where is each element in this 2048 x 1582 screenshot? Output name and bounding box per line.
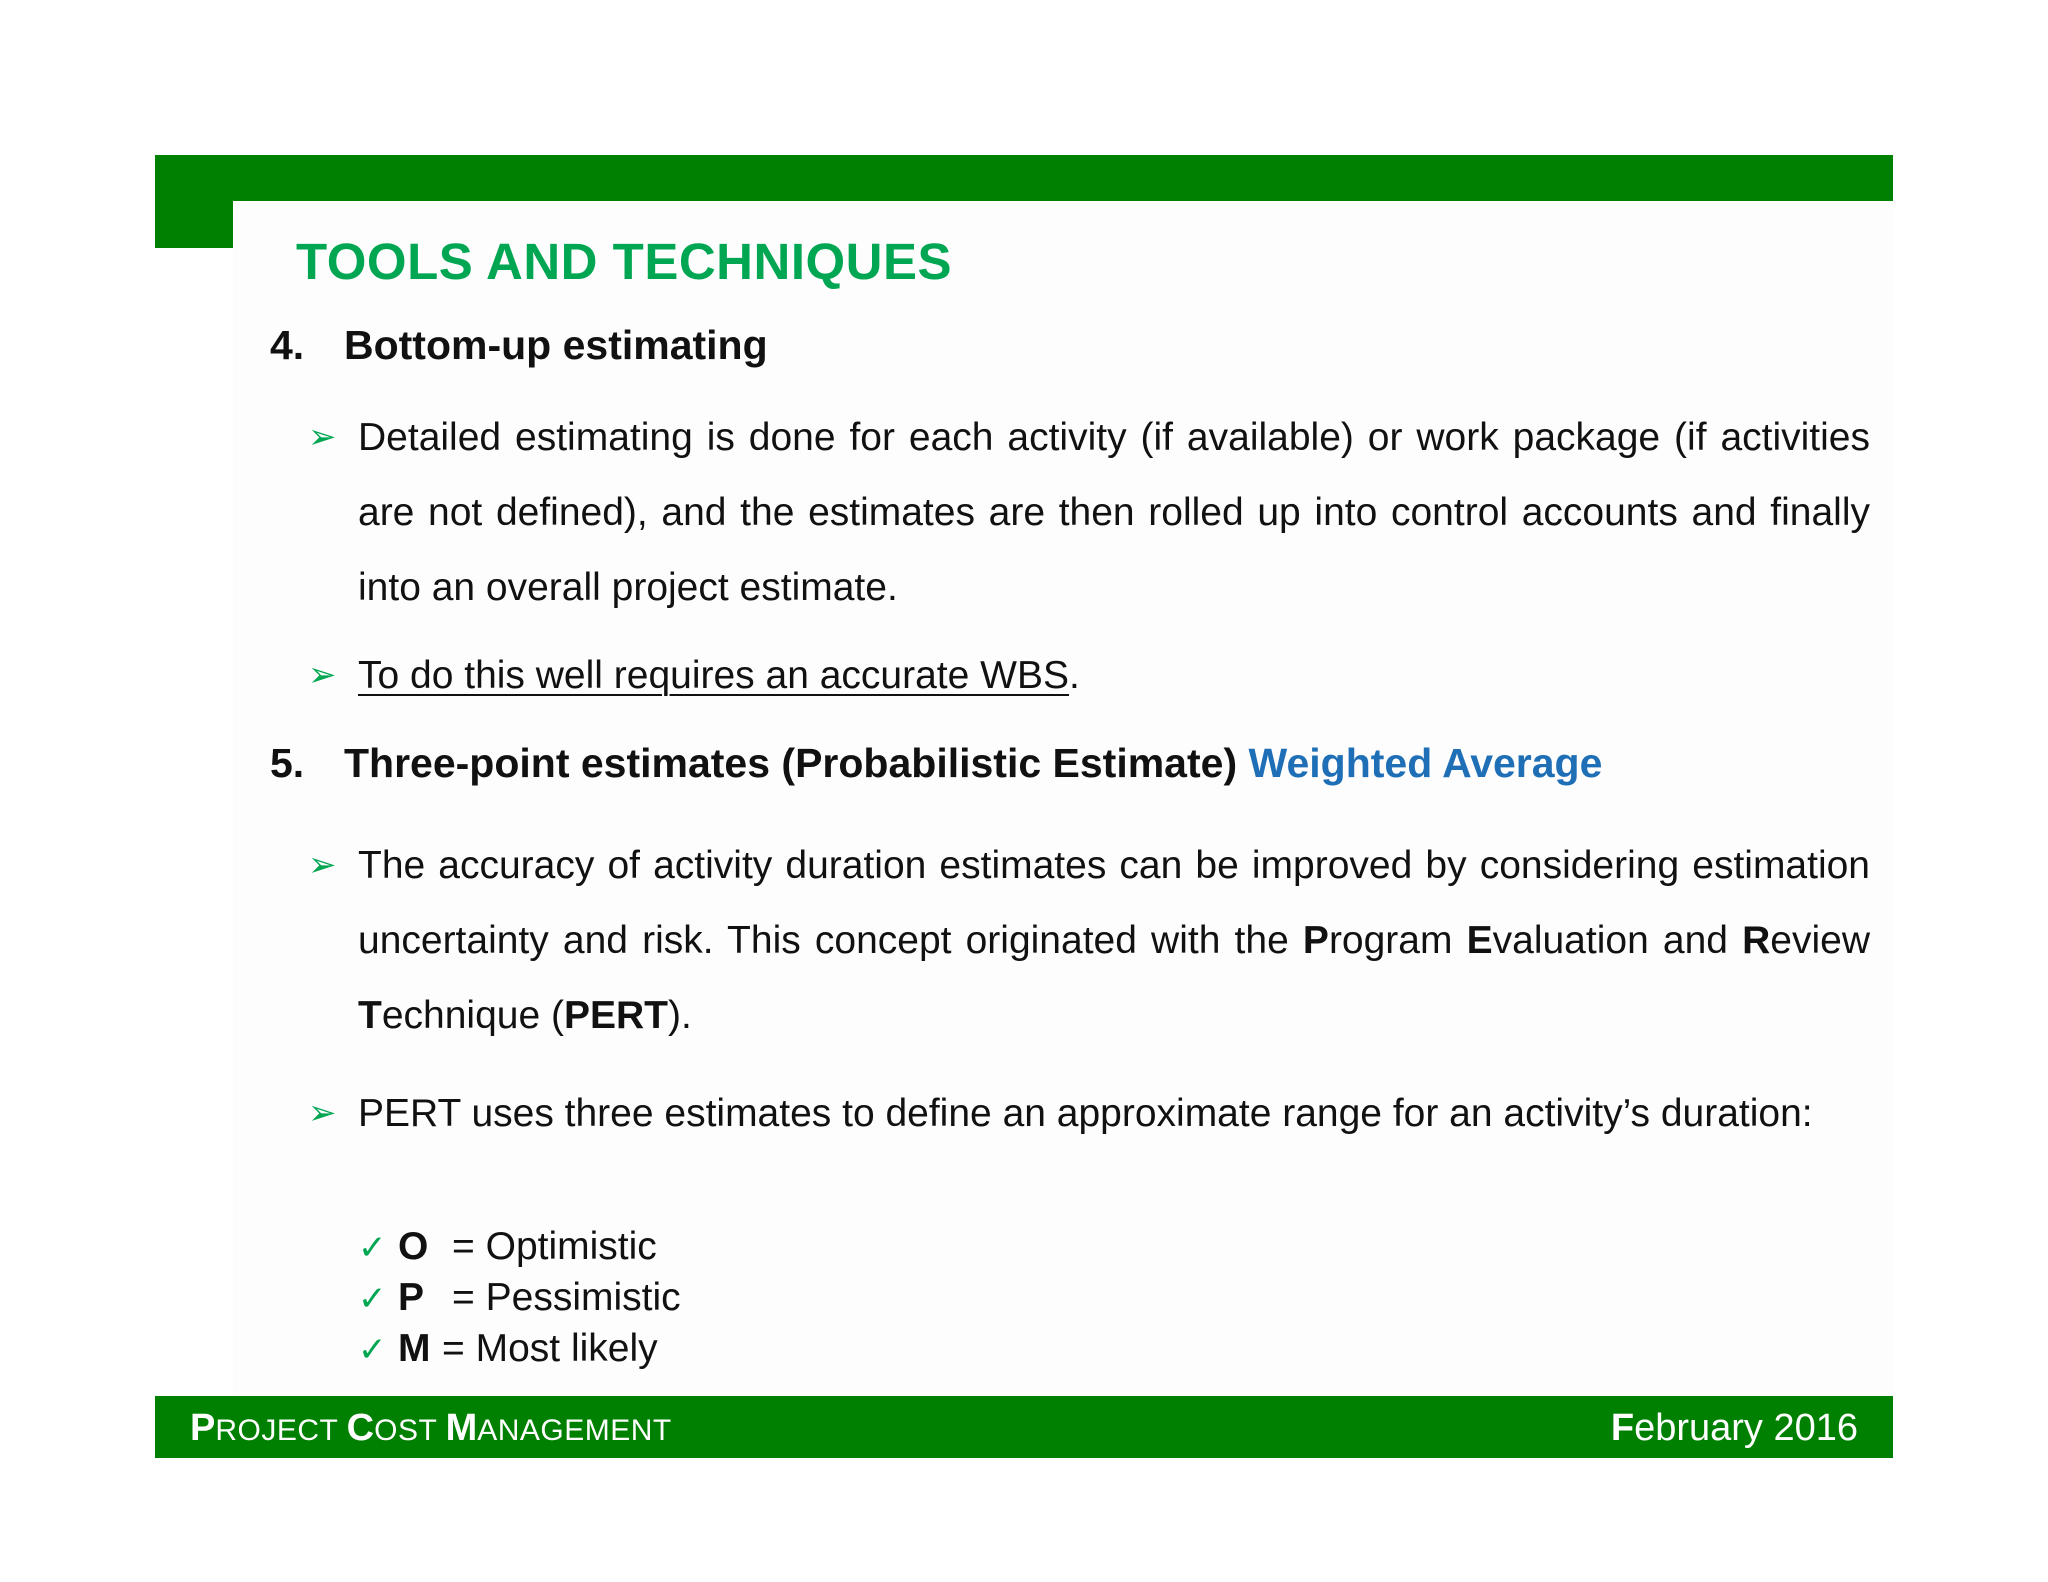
section-heading-accent: Weighted Average	[1248, 740, 1603, 786]
footer-cap: M	[445, 1407, 478, 1449]
estimate-letter: M	[398, 1327, 431, 1370]
footer-date	[1611, 1404, 1858, 1452]
bullet-text: echnique (	[381, 994, 564, 1037]
bullet-text: Detailed estimating is done for each activity (if available) or work package (if activities are not defined), and the estimates are then rolled up into control accounts and finally into an overall project estimate.	[358, 416, 1870, 609]
bullet-text: rogram	[1328, 919, 1467, 962]
footer-rest: OST	[374, 1414, 446, 1447]
estimate-letter: P	[398, 1276, 425, 1319]
pert-letter-e: E	[1466, 919, 1493, 962]
bullet-trailing-period: .	[1069, 654, 1080, 697]
footer-rest: ebruary 2016	[1634, 1407, 1858, 1449]
estimate-meaning: = Most likely	[442, 1327, 658, 1370]
arrow-bullet-icon: ➢	[308, 1094, 337, 1132]
footer-rest: ANAGEMENT	[477, 1414, 672, 1447]
estimate-letter: O	[398, 1225, 429, 1268]
bullet-text: eview	[1770, 919, 1871, 962]
checkmark-icon: ✓	[358, 1280, 387, 1318]
bullet-text: ).	[667, 994, 692, 1037]
footer-cap: F	[1610, 1407, 1635, 1449]
bullet-detailed-estimating	[308, 400, 1870, 625]
section-heading-text: Three-point estimates (Probabilistic Estimate)	[344, 740, 1238, 786]
header-tab	[155, 155, 233, 248]
footer-rest: ROJECT	[215, 1414, 347, 1447]
footer-course-title	[190, 1404, 672, 1455]
pert-letter-t: T	[358, 994, 382, 1037]
section-heading-text: Bottom-up estimating	[344, 322, 768, 368]
bullet-text: PERT uses three estimates to define an approximate range for an activity’s duration:	[358, 1092, 1813, 1135]
arrow-bullet-icon: ➢	[308, 418, 337, 456]
pert-letter-p: P	[1302, 919, 1329, 962]
list-item	[358, 1273, 681, 1324]
section-number: 5.	[270, 740, 305, 786]
bullet-accurate-wbs	[308, 638, 1870, 713]
estimate-meaning: = Optimistic	[452, 1225, 657, 1268]
arrow-bullet-icon: ➢	[308, 846, 337, 884]
bullet-text: valuation and	[1492, 919, 1743, 962]
bullet-accuracy-pert	[308, 828, 1871, 1053]
bullet-underlined-text: To do this well requires an accurate WBS	[358, 654, 1069, 697]
checkmark-icon: ✓	[358, 1331, 387, 1369]
list-item	[358, 1324, 681, 1375]
bullet-pert-three-estimates	[308, 1076, 1870, 1151]
pert-letter-r: R	[1742, 919, 1771, 962]
section-heading-three-point	[270, 740, 1602, 787]
footer-cap: C	[346, 1407, 375, 1449]
slide-title: TOOLS AND TECHNIQUES	[296, 233, 953, 290]
arrow-bullet-icon: ➢	[308, 656, 337, 694]
list-item	[358, 1222, 681, 1273]
section-number: 4.	[270, 322, 305, 368]
estimate-meaning: = Pessimistic	[452, 1276, 681, 1319]
pert-acronym: PERT	[563, 994, 668, 1037]
header-bar	[155, 155, 1893, 201]
bullet-text: The accuracy of activity duration estimates can be improved by considering estimation uncertainty and risk. This concept originated with the	[358, 844, 1870, 962]
section-heading-bottom-up	[270, 322, 768, 369]
checkmark-icon: ✓	[358, 1229, 387, 1267]
content-panel	[233, 201, 1893, 1396]
footer-cap: P	[190, 1407, 216, 1449]
estimate-checklist	[358, 1222, 681, 1375]
